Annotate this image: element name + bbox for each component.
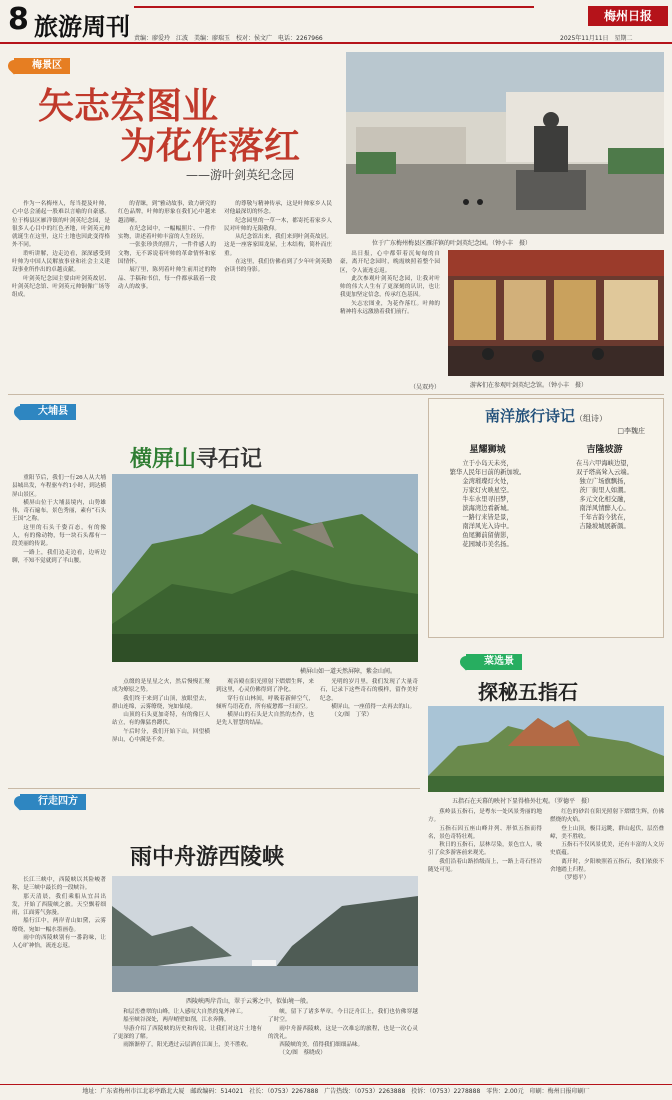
paragraph: 午后时分，我们开始下山，回望横屏山，心中满是不舍。 bbox=[112, 728, 210, 744]
poem2-line: 吉隆坡城展新颜。 bbox=[579, 523, 630, 530]
article4-photo-gorge bbox=[112, 876, 418, 992]
article1-photo1-caption: 位于广东梅州梅县区雁洋镇的叶剑英纪念园。（钟小丰 摄） bbox=[372, 240, 532, 247]
poem1-line: 繁华人民年日前的新加坡。 bbox=[449, 469, 526, 476]
article1-photo-memorial bbox=[346, 52, 664, 234]
article4-title: 雨中舟游西陵峡 bbox=[130, 844, 285, 870]
paragraph: 一张张珍贵的照片，一件件感人的文物，无不诉说着叶帅的革命情怀和家国情怀。 bbox=[118, 242, 216, 266]
paragraph: 的青睐，到“雅动故事，致力研究的红色品牌，叶帅的形象在我们心中越来越清晰。 bbox=[118, 201, 216, 224]
article2-title-rest: 寻石记 bbox=[196, 446, 263, 472]
paragraph: 在这里，我们仿佛看到了少年叶剑英勤奋读书的身影。 bbox=[224, 259, 332, 274]
poem1-line: 牛车水里寻旧梦， bbox=[462, 496, 513, 503]
poem1-line: 金湾璀璨灯火处， bbox=[462, 478, 513, 485]
paragraph: 我们终于来到了山顶，放眼望去，群山连绵，云雾缭绕，宛如仙境。 bbox=[112, 695, 210, 710]
paragraph: 纪念园里的一草一木，都寄托着家乡人民对叶帅的无限敬仰。 bbox=[224, 217, 332, 232]
article2-column-4 bbox=[320, 678, 418, 782]
paragraph: 重阳节后，我们一行26人从大埔县城出发，车程驱车约1小时，到达横屏山景区。 bbox=[12, 475, 106, 498]
poem2-line: 茨厂街里人如潮。 bbox=[579, 487, 630, 494]
paragraph: 这里的石头千姿百态，有的像人，有的像动物，每一块石头都有一段美丽的传说。 bbox=[12, 524, 106, 548]
paragraph: 五指石不仅风景优美，还有丰富的人文历史底蕴。 bbox=[550, 842, 664, 857]
page-footer: 地址：广东省梅州市江北彩亭路北大厦 邮政编码：514021 社长：（0753）2267888 广告热线：（0753）2263888 投诉：（0753）2278888 零售：2.00元 印刷：梅州日报印刷厂 bbox=[0, 1084, 672, 1100]
paragraph: 观音殿在阳光照射下熠熠生辉，来到这里，心灵仿佛得到了净化。 bbox=[216, 679, 314, 694]
page-header bbox=[0, 0, 672, 44]
article1-title-line1: 矢志宏图业 bbox=[38, 85, 219, 127]
paragraph: 那天清晨，我们乘船从宜昌出发，开始了西陵峡之旅。天空飘着细雨，江面雾气弥漫。 bbox=[12, 893, 106, 917]
article2-title-main: 横屏山 bbox=[130, 446, 197, 472]
article4-column-1 bbox=[12, 876, 106, 1080]
article1-subtitle: ——游叶剑英纪念园 bbox=[186, 168, 295, 182]
poem1-title: 星耀狮城 bbox=[469, 445, 506, 455]
poem2-line: 多元文化相交融， bbox=[579, 496, 630, 503]
section-title: 旅游周刊 bbox=[34, 13, 130, 41]
paragraph: 雨中舟游西陵峡，这是一次难忘的旅程，也是一次心灵的洗礼。 bbox=[268, 1025, 418, 1040]
article1-column-2 bbox=[118, 200, 216, 376]
poem1-line: 南洋风光入诗中。 bbox=[462, 523, 513, 530]
article1-column-4 bbox=[340, 250, 440, 376]
paragraph: （文/图 蔡晓成） bbox=[279, 1050, 326, 1057]
paragraph: 导游介绍了西陵峡的历史和传说，让我们对这片土地有了更深的了解。 bbox=[112, 1025, 262, 1040]
paragraph: 和层峦叠翠的山峰，让人感叹大自然的鬼斧神工。 bbox=[123, 1009, 247, 1015]
paragraph: 横屏山，一座值得一去再去的山。 bbox=[331, 703, 416, 710]
paragraph: 长江三峡中，西陵峡以其险峻著称，是三峡中最长的一段峡谷。 bbox=[12, 877, 106, 892]
article1-tag: 梅景区 bbox=[14, 58, 70, 74]
paragraph: 船至峡谷深处，两岸峭壁如削，江水奔腾。 bbox=[123, 1017, 230, 1024]
article3-title: 探秘五指石 bbox=[478, 680, 578, 704]
date-line: 2025年11月11日 星期二 bbox=[560, 35, 633, 42]
article1-photo-exhibition bbox=[448, 250, 664, 376]
paragraph: （罗德平） bbox=[561, 875, 590, 882]
poem1-line: 立于小岛天未亮， bbox=[462, 460, 513, 467]
paragraph: 的尊敬与精神传承，这是叶帅家乡人民对他最深切的怀念。 bbox=[224, 201, 332, 216]
poem2-line: 在马六甲海峡边望， bbox=[576, 460, 633, 467]
paragraph: 五指石因五座山峰并列、形似五指而得名，景色奇特壮观。 bbox=[428, 825, 542, 840]
paragraph: 作为一名梅州人，每当提及叶帅，心中总会涌起一股难以言喻的自豪感。位于梅县区雁洋镇的叶剑英纪念园，是很多人心目中的红色圣地，叶剑英元帅就诞生在这里，这片土地也因此变得格外不同。 bbox=[12, 201, 110, 249]
paragraph: 出日报，心中都带着沉甸甸的自豪，离开纪念园时，晚霞映照着整个园区，令人流连忘返。 bbox=[340, 251, 440, 274]
page-number: 8 bbox=[8, 2, 29, 37]
paragraph: 叶剑英纪念园主要由叶剑英故居、叶剑英纪念馆、叶剑英元帅铜像广场等组成。 bbox=[12, 275, 110, 299]
poems-heading bbox=[429, 405, 663, 426]
paragraph: 横屏山的石头是大自然的杰作，也是先人智慧的结晶。 bbox=[216, 712, 314, 727]
paragraph: 雨渐渐停了，阳光透过云层洒在江面上，美不胜收。 bbox=[123, 1042, 252, 1049]
paragraph: 雨中的西陵峡别有一番韵味，让人心旷神怡，流连忘返。 bbox=[12, 935, 106, 950]
article4-column-2 bbox=[112, 1008, 262, 1080]
paragraph: 红色的砂岩在阳光照射下熠熠生辉，仿佛燃烧的火焰。 bbox=[550, 809, 664, 824]
article1-author: （吴双玲） bbox=[410, 384, 441, 391]
poem1-line: 滨海湾边看新城。 bbox=[462, 505, 513, 512]
article2-column-2 bbox=[112, 678, 210, 782]
paragraph: 蕉岭县五指石，是粤东一处风景秀丽的地方。 bbox=[428, 809, 542, 824]
paragraph: 西陵峡的美，值得我们细细品味。 bbox=[279, 1042, 364, 1049]
paragraph: 横屏山位于大埔县境内，山势雄伟，奇石遍布，景色秀丽，素有“石头王国”之称。 bbox=[12, 499, 106, 523]
poem-1 bbox=[429, 436, 546, 549]
paragraph: 山顶的石头更加奇特，有的像巨人站立，有的像猛兽蹲伏。 bbox=[112, 712, 210, 727]
article2-tag: 大埔县 bbox=[20, 404, 76, 420]
paragraph: 聆听讲解，边走边看，深深感受到叶帅为中国人民解放事业和社会主义建设事业所作出的卓越贡献。 bbox=[12, 250, 110, 274]
poems-title: 南洋旅行诗记 bbox=[484, 407, 575, 425]
article1-column-3 bbox=[224, 200, 332, 376]
paragraph: 展厅里，陈列着叶帅生前用过的物品、手稿和书信，每一件都承载着一段动人的故事。 bbox=[118, 267, 216, 290]
article2-photo-caption: 横屏山如一道天然屏障，紫金山间。 bbox=[300, 668, 397, 675]
paragraph: 在纪念园中，一幅幅照片、一件件实物，讲述着叶帅丰富的人生经历。 bbox=[118, 225, 216, 241]
header-rule bbox=[134, 6, 534, 8]
poem1-line: 花园城市美名扬。 bbox=[462, 541, 513, 548]
paragraph: 此次参观叶剑英纪念园，让我对叶帅的伟大人生有了更深刻的认识，也让我更加坚定信念，传承红色基因。 bbox=[340, 275, 440, 299]
paragraph: 点缀的是星星之火，然后慢慢汇聚成为燎原之势。 bbox=[112, 679, 210, 694]
article2-photo-mountain bbox=[112, 474, 418, 662]
article4-photo-caption: 西陵峡两岸青山，翠于云雾之中，似仙境一般。 bbox=[186, 998, 313, 1005]
credits-line: 责编：廖爱玲 江波 美编：廖瑞玉 校对：侯文广 电话：2267966 bbox=[134, 35, 323, 42]
poems-title-suffix: （组诗） bbox=[575, 414, 607, 423]
poem2-line: 独立广场旗飘扬， bbox=[579, 478, 630, 485]
paragraph: 离开时，夕阳映照着五指石，我们依依不舍地踏上归程。 bbox=[550, 858, 664, 874]
paragraph: 穿行在山林间，呼吸着新鲜空气，倾听鸟语花香，所有疲惫都一扫而空。 bbox=[216, 695, 314, 710]
article2-column-1 bbox=[12, 474, 106, 782]
poem-2 bbox=[546, 436, 663, 549]
poem1-line: 一路行来皆是景， bbox=[462, 514, 513, 521]
article3-photo-wuzhishi bbox=[428, 706, 664, 792]
paragraph: 峡，留下了诸多华章。今日泛舟江上，我们也仿佛穿越了时空。 bbox=[268, 1009, 418, 1024]
article3-tag: 菜选景 bbox=[466, 654, 522, 670]
article1-title-line2: 为花作落红 bbox=[120, 125, 301, 167]
poem1-line: 万家灯火映星空。 bbox=[462, 487, 513, 494]
paragraph: 一路上，我们边走边看，边听边聊，不知不觉就到了半山腰。 bbox=[12, 549, 106, 564]
article3-column-1 bbox=[428, 808, 542, 1080]
newspaper-logo: 梅州日报 bbox=[588, 6, 668, 26]
paragraph: 从纪念馆出来，我们来到叶剑英故居。这是一座客家围龙屋，土木结构，简朴而庄重。 bbox=[224, 234, 332, 257]
section-divider bbox=[8, 394, 664, 395]
paragraph: 矢志宏图业，为花作落红。叶帅的精神将永远激励着我们前行。 bbox=[340, 300, 440, 316]
article4-tag: 行走四方 bbox=[20, 794, 86, 810]
poem2-title: 吉隆坡游 bbox=[586, 445, 623, 455]
poem2-line: 南洋风情醉人心。 bbox=[579, 505, 630, 512]
paragraph: 秋日的五指石，层林尽染，景色宜人，吸引了众多游客前来观光。 bbox=[428, 842, 542, 857]
poems-box bbox=[428, 398, 664, 638]
paragraph: 登上山顶，极目远眺，群山起伏，层峦叠嶂，美不胜收。 bbox=[550, 825, 664, 840]
paragraph: 我们沿着山路拾级而上，一路上奇石怪岩随处可见。 bbox=[428, 858, 542, 874]
article3-photo-caption: 五指石在天幕的映衬下显得格外壮观。（罗德平 摄） bbox=[452, 798, 594, 805]
article3-column-2 bbox=[550, 808, 664, 1080]
poem2-line: 千年古韵今犹在， bbox=[579, 514, 630, 521]
poems-author: □李魏庄 bbox=[617, 427, 645, 435]
article4-column-3 bbox=[268, 1008, 418, 1080]
poem2-line: 双子塔高耸入云端。 bbox=[576, 469, 633, 476]
article2-column-3 bbox=[216, 678, 314, 782]
section-divider bbox=[8, 788, 420, 789]
paragraph: （文/图 丁荣） bbox=[331, 712, 373, 719]
paragraph: 船行江中，两岸青山如黛，云雾缭绕，宛如一幅水墨画卷。 bbox=[12, 918, 106, 933]
poem1-line: 鱼尾狮前留倩影， bbox=[462, 532, 513, 539]
article1-photo2-caption: 游客们在参观叶剑英纪念馆。（钟小丰 摄） bbox=[470, 382, 588, 389]
paragraph: 光明的岁月里，我们发现了大量奇石，记录下这些奇石的模样，留作美好纪念。 bbox=[320, 679, 418, 702]
article1-column-1 bbox=[12, 200, 110, 376]
